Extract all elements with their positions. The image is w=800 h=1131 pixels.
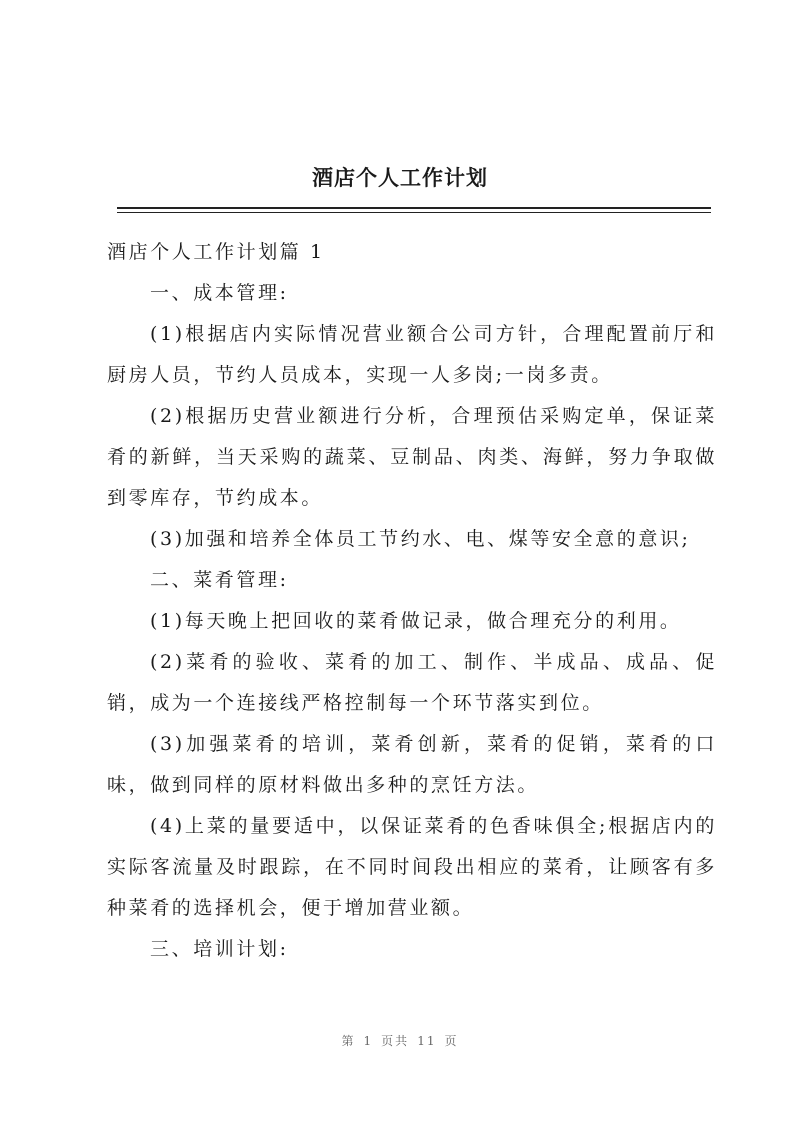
paragraph: (2)菜肴的验收、菜肴的加工、制作、半成品、成品、促销，成为一个连接线严格控制每一个环节落实到位。 [107,651,717,714]
paragraph: (3)加强菜肴的培训，菜肴创新，菜肴的促销，菜肴的口味，做到同样的原材料做出多种的烹饪方法。 [107,733,717,796]
footer-page-number: 1 [363,1034,374,1048]
document-body [107,232,717,970]
paragraph: (1)每天晚上把回收的菜肴做记录，做合理充分的利用。 [150,610,682,632]
page-footer [0,1032,800,1049]
paragraph: (2)根据历史营业额进行分析，合理预估采购定单，保证菜肴的新鲜，当天采购的蔬菜、豆制品、肉类、海鲜，努力争取做到零库存，节约成本。 [107,405,717,509]
title-rule-thick [117,207,711,209]
footer-suffix: 页 [444,1034,459,1048]
footer-middle: 页共 [381,1034,410,1048]
footer-prefix: 第 [341,1034,356,1048]
paragraph: 一、成本管理: [150,282,289,304]
document-title: 酒店个人工作计划 [312,165,488,190]
paragraph: (4)上菜的量要适中，以保证菜肴的色香味俱全;根据店内的实际客流量及时跟踪，在不同时间段出相应的菜肴，让顾客有多种菜肴的选择机会，便于增加营业额。 [107,815,717,919]
title-rule-thin [117,212,711,213]
paragraph: 三、培训计划: [150,938,289,960]
paragraph: (1)根据店内实际情况营业额合公司方针，合理配置前厅和厨房人员，节约人员成本，实现一人多岗;一岗多责。 [107,323,717,386]
paragraph: 二、菜肴管理: [150,569,289,591]
paragraph: 酒店个人工作计划篇 1 [107,241,325,263]
footer-total-pages: 11 [417,1034,437,1048]
paragraph: (3)加强和培养全体员工节约水、电、煤等安全意的意识; [150,528,691,550]
